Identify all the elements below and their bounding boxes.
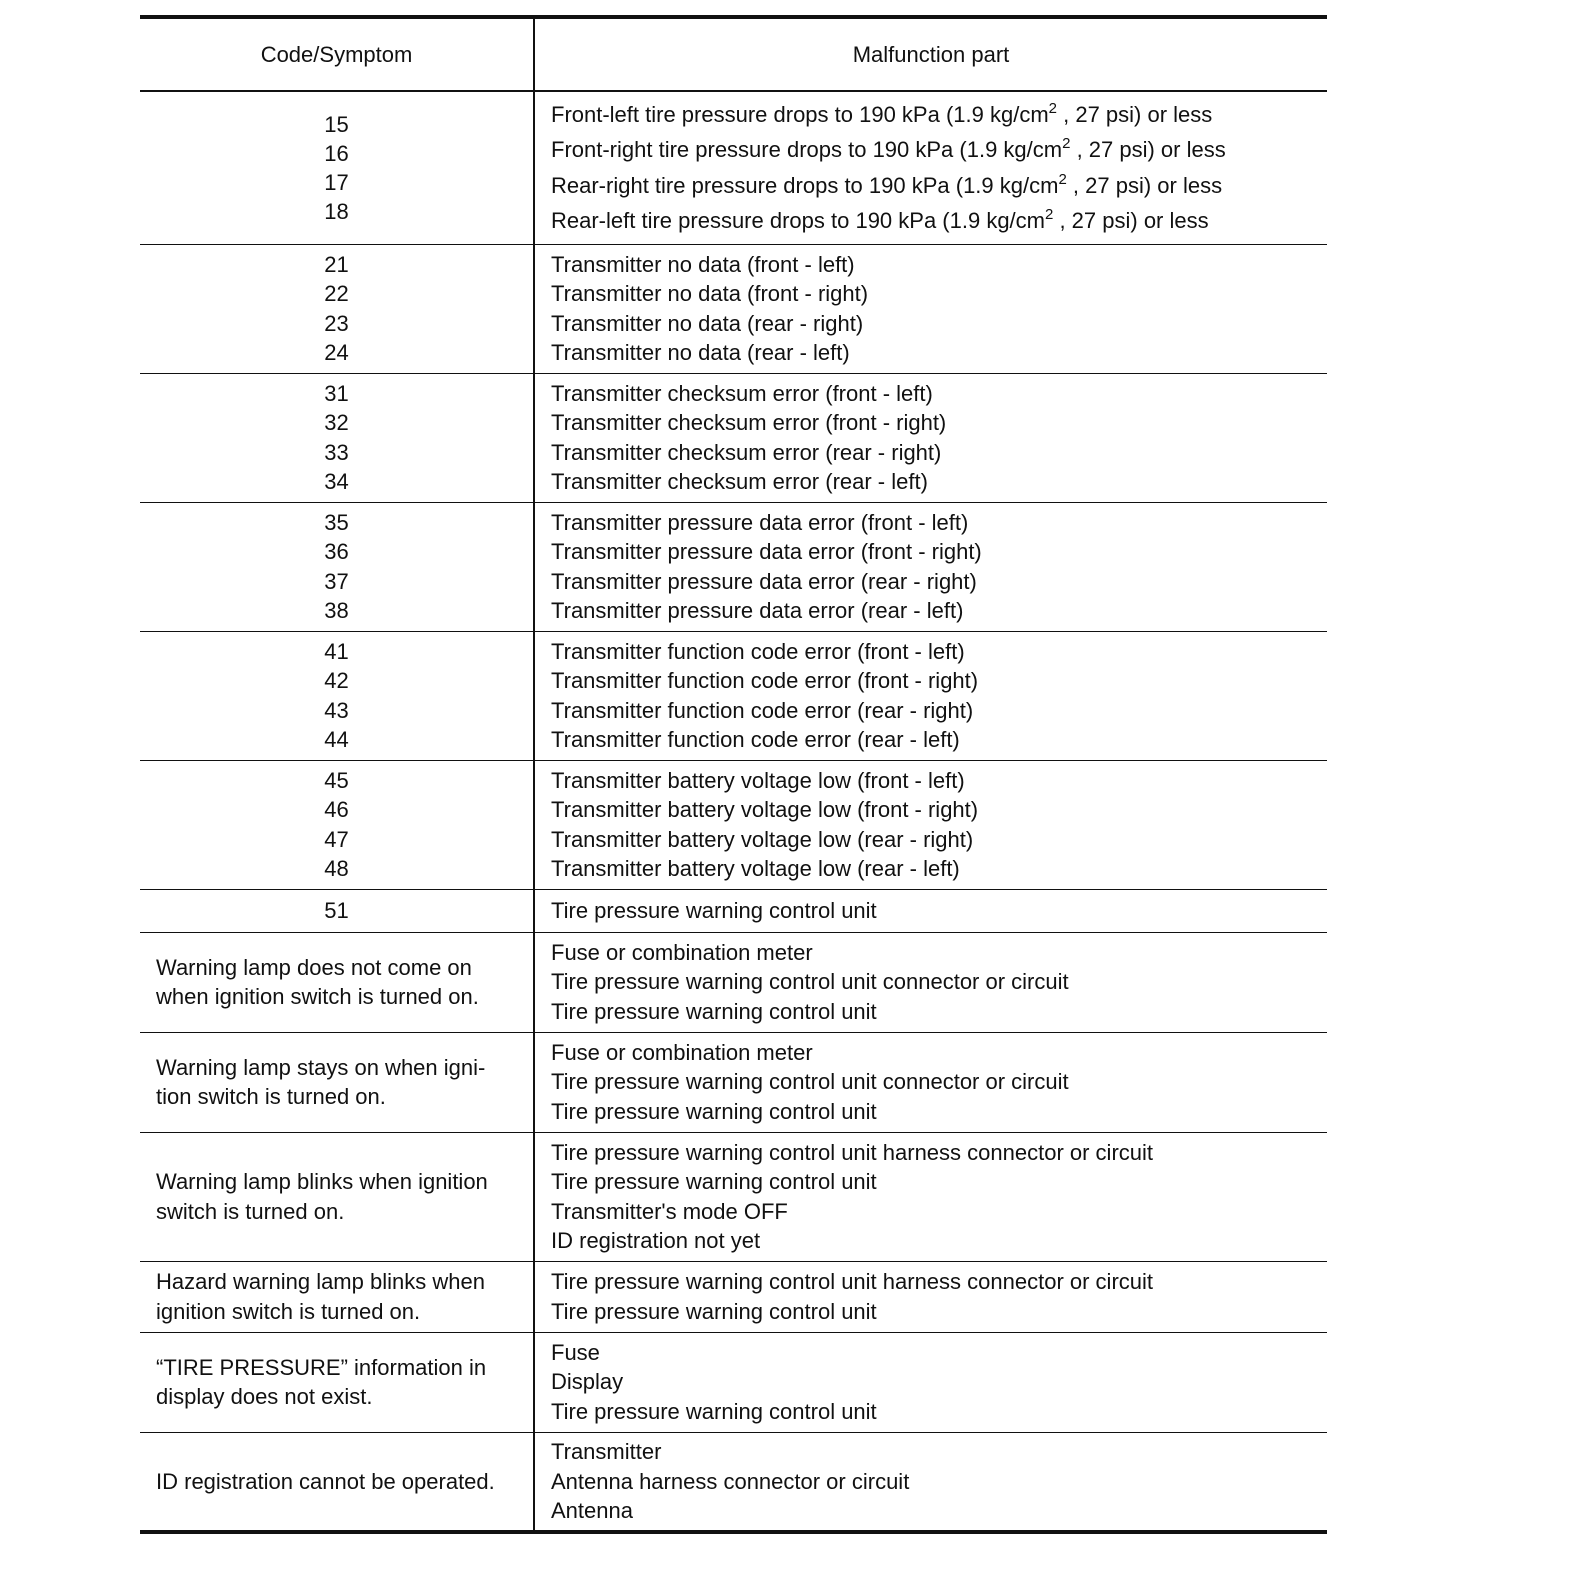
symptom-text: Warning lamp does not come on xyxy=(156,954,472,980)
malfunction-item: Transmitter battery voltage low (front - left) xyxy=(551,767,965,793)
code-value: 46 xyxy=(324,797,349,822)
pressure-text: Front-left tire pressure drops to 190 kPa (1.9 kg/cm xyxy=(551,101,1049,127)
symptom-cell xyxy=(140,1132,534,1261)
symptom-text: when ignition switch is turned on. xyxy=(156,984,479,1009)
malfunction-cell xyxy=(534,1261,1327,1332)
malfunction-item: Transmitter checksum error (rear - right) xyxy=(551,439,942,465)
code-value: 51 xyxy=(324,897,349,923)
malfunction-item: Transmitter function code error (rear - right) xyxy=(551,697,974,723)
symptom-text: display does not exist. xyxy=(156,1384,373,1409)
malfunction-item: ID registration not yet xyxy=(551,1228,761,1253)
malfunction-item: Transmitter xyxy=(551,1439,662,1464)
malfunction-cell xyxy=(534,631,1327,760)
malfunction-cell xyxy=(534,502,1327,631)
table-row xyxy=(140,889,1327,932)
code-cell xyxy=(140,631,534,760)
malfunction-cell xyxy=(534,1332,1327,1432)
symptom-text: tion switch is turned on. xyxy=(156,1084,386,1109)
code-value: 34 xyxy=(324,469,349,494)
code-cell xyxy=(140,244,534,373)
symptom-cell xyxy=(140,932,534,1032)
pressure-text-suffix: , 27 psi) or less xyxy=(1066,172,1223,198)
malfunction-item: Transmitter no data (rear - right) xyxy=(551,310,864,336)
malfunction-cell xyxy=(534,1032,1327,1132)
pressure-text: Rear-left tire pressure drops to 190 kPa (1.9 kg/cm xyxy=(551,208,1045,234)
malfunction-item: Tire pressure warning control unit harness connector or circuit xyxy=(551,1139,1154,1165)
table-row xyxy=(140,1332,1327,1432)
symptom-text: ID registration cannot be operated. xyxy=(156,1468,495,1494)
malfunction-item: Transmitter checksum error (rear - left) xyxy=(551,469,928,494)
code-cell xyxy=(140,889,534,932)
code-value: 35 xyxy=(324,509,349,535)
malfunction-item: Transmitter checksum error (front - left) xyxy=(551,380,933,406)
table-row xyxy=(140,1432,1327,1532)
header-malfunction-part: Malfunction part xyxy=(534,17,1327,91)
symptom-text: Hazard warning lamp blinks when xyxy=(156,1269,485,1294)
table-row xyxy=(140,373,1327,502)
table-row xyxy=(140,244,1327,373)
symptom-text: Warning lamp blinks when ignition xyxy=(156,1169,488,1194)
malfunction-item: Tire pressure warning control unit xyxy=(551,1398,877,1424)
malfunction-item: Transmitter pressure data error (front - left) xyxy=(551,509,969,535)
symptom-cell xyxy=(140,1432,534,1532)
symptom-text: switch is turned on. xyxy=(156,1198,345,1224)
code-value: 24 xyxy=(324,340,349,365)
code-value: 38 xyxy=(324,598,349,623)
code-value: 16 xyxy=(324,140,349,166)
malfunction-item: Transmitter function code error (front - left) xyxy=(551,638,965,664)
code-value: 42 xyxy=(324,668,349,693)
table-row xyxy=(140,1261,1327,1332)
code-value: 47 xyxy=(324,826,349,852)
malfunction-item: Tire pressure warning control unit connector or circuit xyxy=(551,1069,1069,1095)
malfunction-item xyxy=(551,132,1319,168)
pressure-text-suffix: , 27 psi) or less xyxy=(1057,101,1213,127)
code-value: 43 xyxy=(324,697,349,723)
table-row xyxy=(140,91,1327,244)
pressure-text: Front-right tire pressure drops to 190 kPa (1.9 kg/cm xyxy=(551,137,1063,163)
pressure-text-suffix: , 27 psi) or less xyxy=(1070,137,1226,163)
table-body xyxy=(140,91,1327,1532)
malfunction-cell xyxy=(534,373,1327,502)
malfunction-table xyxy=(140,15,1327,1534)
malfunction-cell xyxy=(534,91,1327,244)
superscript-exponent: 2 xyxy=(1045,206,1054,224)
code-value: 37 xyxy=(324,568,349,594)
code-value: 18 xyxy=(324,198,349,224)
code-value: 36 xyxy=(324,539,349,564)
malfunction-item: Transmitter pressure data error (rear - left) xyxy=(551,598,964,623)
malfunction-item: Transmitter battery voltage low (rear - right) xyxy=(551,826,974,852)
table-row xyxy=(140,1032,1327,1132)
malfunction-item: Fuse xyxy=(551,1339,600,1365)
malfunction-cell xyxy=(534,1432,1327,1532)
pressure-text: Rear-right tire pressure drops to 190 kPa (1.9 kg/cm xyxy=(551,172,1059,198)
table-row xyxy=(140,760,1327,889)
code-value: 17 xyxy=(324,169,349,195)
malfunction-item: Transmitter no data (rear - left) xyxy=(551,340,850,365)
table-row xyxy=(140,502,1327,631)
malfunction-item: Transmitter battery voltage low (rear - left) xyxy=(551,856,960,881)
code-value: 31 xyxy=(324,380,349,406)
symptom-text: ignition switch is turned on. xyxy=(156,1298,421,1324)
malfunction-item: Transmitter pressure data error (front - right) xyxy=(551,539,982,564)
symptom-text: “TIRE PRESSURE” information in xyxy=(156,1354,487,1380)
malfunction-item: Tire pressure warning control unit xyxy=(551,897,877,923)
malfunction-item: Tire pressure warning control unit harness connector or circuit xyxy=(551,1269,1154,1294)
malfunction-cell xyxy=(534,932,1327,1032)
malfunction-item: Transmitter no data (front - left) xyxy=(551,251,855,277)
code-value: 23 xyxy=(324,310,349,336)
code-value: 21 xyxy=(324,251,349,277)
code-cell xyxy=(140,502,534,631)
table-row xyxy=(140,631,1327,760)
table-row xyxy=(140,932,1327,1032)
symptom-cell xyxy=(140,1032,534,1132)
malfunction-item: Transmitter battery voltage low (front - right) xyxy=(551,797,979,822)
malfunction-item: Tire pressure warning control unit xyxy=(551,1298,877,1324)
malfunction-cell xyxy=(534,760,1327,889)
superscript-exponent: 2 xyxy=(1058,170,1067,188)
header-code-symptom: Code/Symptom xyxy=(140,17,534,91)
code-value: 32 xyxy=(324,410,349,435)
header-row xyxy=(140,17,1327,91)
symptom-text: Warning lamp stays on when igni- xyxy=(156,1054,486,1080)
malfunction-item: Fuse or combination meter xyxy=(551,1039,813,1065)
code-value: 45 xyxy=(324,767,349,793)
malfunction-item: Transmitter checksum error (front - right) xyxy=(551,410,947,435)
malfunction-item: Tire pressure warning control unit xyxy=(551,1169,877,1194)
malfunction-item: Transmitter no data (front - right) xyxy=(551,281,869,306)
code-value: 41 xyxy=(324,638,349,664)
malfunction-item: Antenna harness connector or circuit xyxy=(551,1468,910,1494)
code-cell xyxy=(140,760,534,889)
malfunction-item xyxy=(551,203,1319,239)
malfunction-item xyxy=(551,97,1319,133)
malfunction-cell xyxy=(534,244,1327,373)
symptom-cell xyxy=(140,1332,534,1432)
malfunction-item: Transmitter function code error (front - right) xyxy=(551,668,979,693)
code-value: 22 xyxy=(324,281,349,306)
code-value: 48 xyxy=(324,856,349,881)
malfunction-item: Tire pressure warning control unit xyxy=(551,998,877,1024)
code-cell xyxy=(140,91,534,244)
malfunction-item: Transmitter's mode OFF xyxy=(551,1198,788,1224)
table-row xyxy=(140,1132,1327,1261)
malfunction-cell xyxy=(534,1132,1327,1261)
malfunction-item: Display xyxy=(551,1369,624,1395)
malfunction-item: Transmitter function code error (rear - left) xyxy=(551,727,960,752)
superscript-exponent: 2 xyxy=(1048,99,1057,117)
malfunction-item: Tire pressure warning control unit xyxy=(551,1098,877,1124)
malfunction-item: Tire pressure warning control unit connector or circuit xyxy=(551,969,1069,995)
malfunction-cell xyxy=(534,889,1327,932)
symptom-cell xyxy=(140,1261,534,1332)
malfunction-item: Transmitter pressure data error (rear - right) xyxy=(551,568,977,594)
code-value: 15 xyxy=(324,111,349,137)
malfunction-item: Antenna xyxy=(551,1498,633,1523)
malfunction-item xyxy=(551,168,1319,204)
pressure-text-suffix: , 27 psi) or less xyxy=(1053,208,1209,234)
code-value: 44 xyxy=(324,727,349,752)
superscript-exponent: 2 xyxy=(1062,135,1071,153)
code-value: 33 xyxy=(324,439,349,465)
code-cell xyxy=(140,373,534,502)
malfunction-item: Fuse or combination meter xyxy=(551,939,813,965)
